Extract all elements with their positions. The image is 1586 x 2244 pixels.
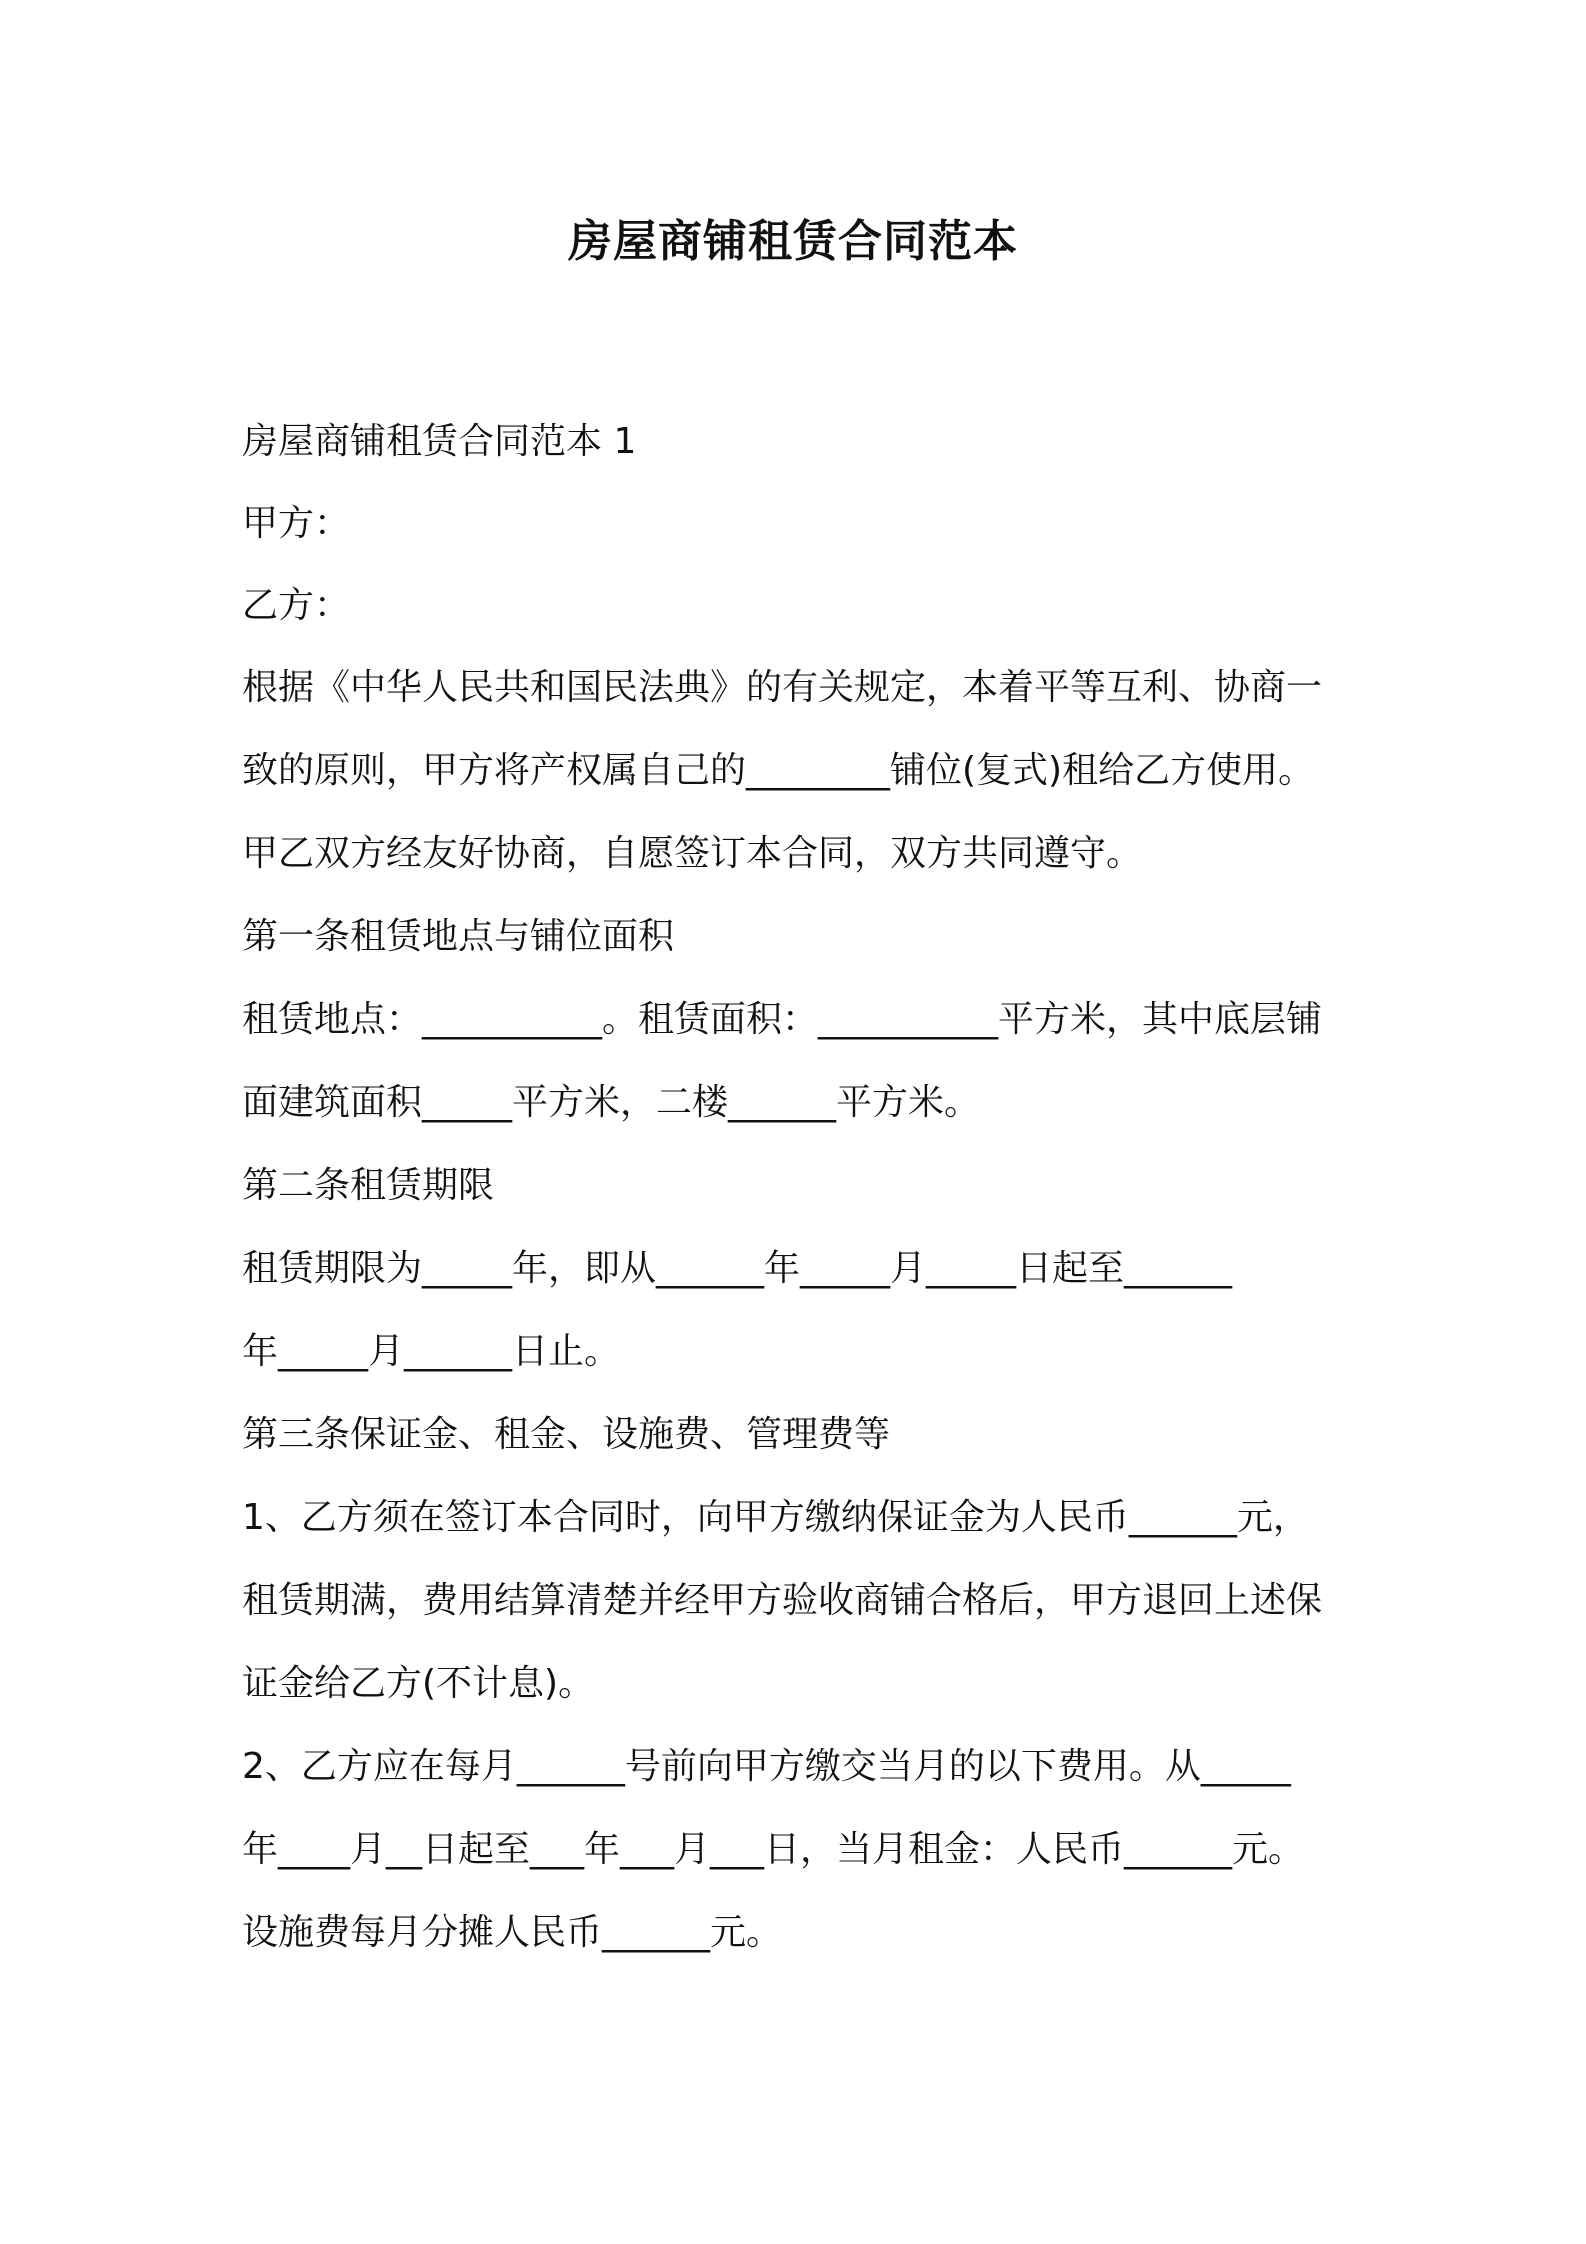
- paragraph-line: 租赁期满，费用结算清楚并经甲方验收商铺合格后，甲方退回上述保: [242, 1580, 1323, 1621]
- paragraph-line: 租赁地点：__________。租赁面积：__________平方米，其中底层铺: [242, 999, 1323, 1040]
- page-title: 房屋商铺租赁合同范本: [568, 216, 1018, 267]
- paragraph-line: 设施费每月分摊人民币______元。: [242, 1912, 783, 1953]
- party-a-line: 甲方：: [242, 503, 351, 544]
- article-heading: 第二条租赁期限: [242, 1165, 495, 1206]
- paragraph-line: 年____月__日起至___年___月___日，当月租金：人民币______元。: [242, 1829, 1305, 1870]
- party-b-line: 乙方：: [242, 585, 351, 626]
- paragraph-line: 根据《中华人民共和国民法典》的有关规定，本着平等互利、协商一: [242, 667, 1323, 708]
- paragraph-line: 致的原则，甲方将产权属自己的________铺位(复式)租给乙方使用。: [242, 750, 1315, 791]
- article-heading: 第三条保证金、租金、设施费、管理费等: [242, 1414, 891, 1455]
- paragraph-line: 证金给乙方(不计息)。: [242, 1663, 595, 1704]
- paragraph-line: 租赁期限为_____年，即从______年_____月_____日起至______: [242, 1248, 1233, 1289]
- paragraph-line: 2、乙方应在每月______号前向甲方缴交当月的以下费用。从_____: [242, 1746, 1291, 1787]
- paragraph-line: 1、乙方须在签订本合同时，向甲方缴纳保证金为人民币______元，: [242, 1497, 1309, 1538]
- article-heading: 第一条租赁地点与铺位面积: [242, 916, 675, 957]
- section-heading: 房屋商铺租赁合同范本 1: [242, 421, 637, 462]
- paragraph-line: 年_____月______日止。: [242, 1331, 621, 1372]
- paragraph-line: 面建筑面积_____平方米，二楼______平方米。: [242, 1082, 981, 1123]
- paragraph-line: 甲乙双方经友好协商，自愿签订本合同，双方共同遵守。: [242, 833, 1143, 874]
